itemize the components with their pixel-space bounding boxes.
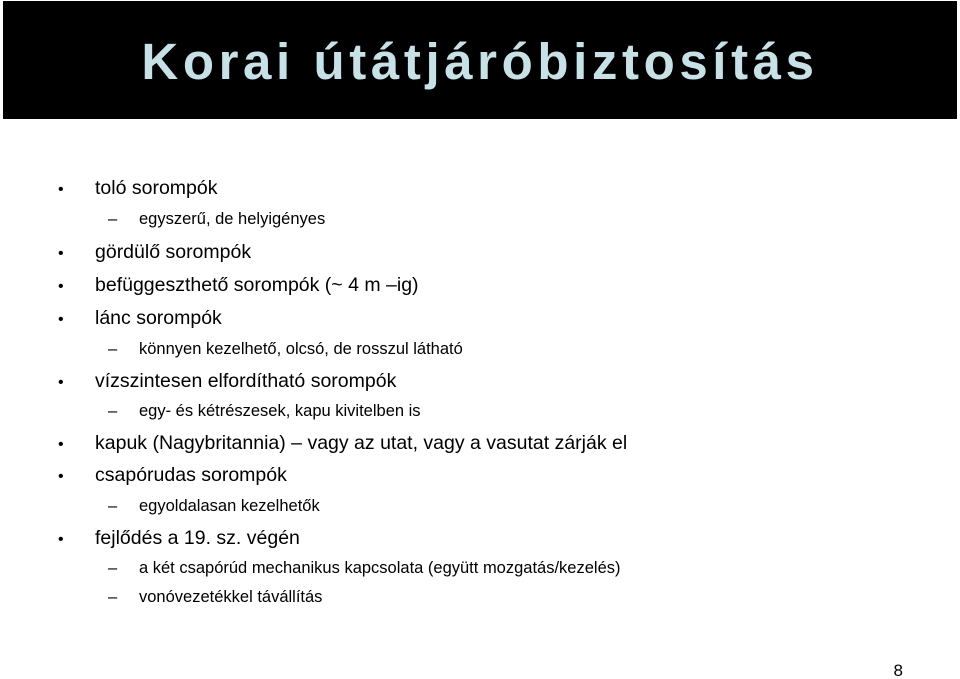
list-item-text: toló sorompók: [95, 177, 218, 199]
sub-list-item: [108, 587, 322, 607]
sub-list-item-text: egyszerű, de helyigényes: [139, 210, 326, 228]
dash-icon: –: [108, 559, 118, 577]
list-item-text: befüggeszthető sorompók (~ 4 m –ig): [95, 274, 419, 296]
list-item: [58, 306, 222, 332]
list-item-text: lánc sorompók: [95, 307, 222, 329]
list-item: [58, 176, 217, 202]
list-item: [58, 369, 396, 395]
list-item: [58, 526, 300, 552]
bullet-icon: •: [58, 374, 64, 391]
bullet-icon: •: [58, 245, 64, 262]
sub-list-item: [108, 496, 320, 516]
dash-icon: –: [108, 340, 118, 358]
sub-list-item-text: könnyen kezelhető, olcsó, de rosszul látható: [139, 340, 463, 358]
slide-title: Korai útátjáróbiztosítás: [141, 33, 819, 90]
list-item-text: kapuk (Nagybritannia) – vagy az utat, vagy a vasutat zárják el: [95, 432, 628, 454]
list-item-text: csapórudas sorompók: [95, 464, 287, 486]
list-item: [58, 273, 419, 299]
list-item-text: gördülő sorompók: [95, 241, 252, 263]
bullet-icon: •: [58, 531, 64, 548]
bullet-icon: •: [58, 468, 64, 485]
sub-list-item: [108, 209, 325, 229]
bullet-icon: •: [58, 311, 64, 328]
sub-list-item-text: a két csapórúd mechanikus kapcsolata (együtt mozgatás/kezelés): [139, 559, 621, 577]
list-item: [58, 463, 287, 489]
list-item-text: vízszintesen elfordítható sorompók: [95, 370, 397, 392]
bullet-icon: •: [58, 181, 64, 198]
bullet-icon: •: [58, 436, 64, 453]
dash-icon: –: [108, 210, 118, 228]
list-item: [58, 431, 627, 457]
sub-list-item: [108, 339, 463, 359]
sub-list-item-text: vonóvezetékkel távállítás: [139, 588, 323, 606]
sub-list-item: [108, 558, 621, 578]
bullet-icon: •: [58, 278, 64, 295]
list-item-text: fejlődés a 19. sz. végén: [95, 527, 300, 549]
sub-list-item-text: egy- és kétrészesek, kapu kivitelben is: [139, 402, 421, 420]
list-item: [58, 240, 251, 266]
dash-icon: –: [108, 497, 118, 515]
sub-list-item: [108, 401, 421, 421]
dash-icon: –: [108, 588, 118, 606]
dash-icon: –: [108, 402, 118, 420]
sub-list-item-text: egyoldalasan kezelhetők: [139, 497, 320, 515]
page-number: 8: [893, 661, 903, 679]
